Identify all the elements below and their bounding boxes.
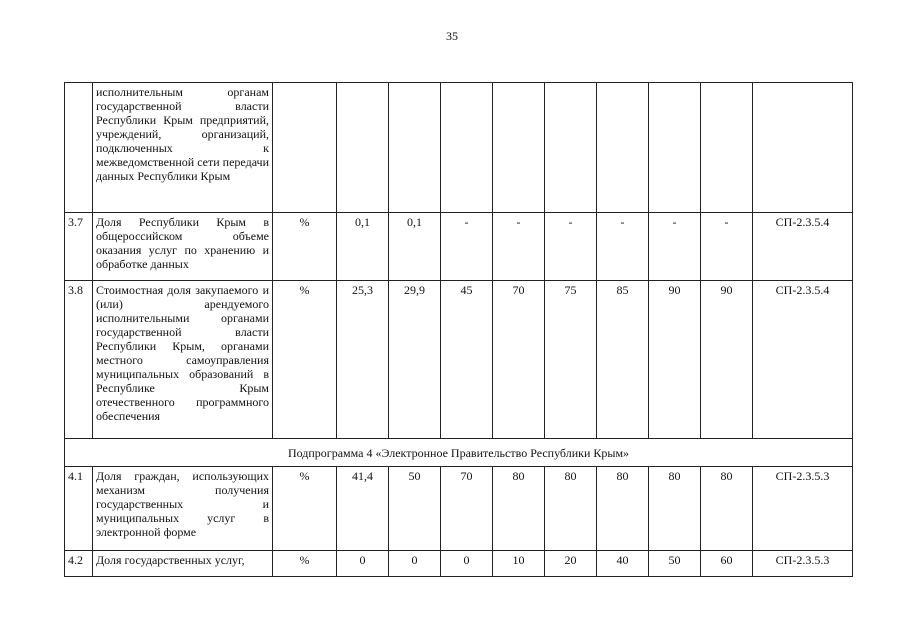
code-cell <box>753 83 853 213</box>
value-cell <box>545 83 597 213</box>
value-cell: 80 <box>649 467 701 551</box>
indicator-table <box>64 82 853 577</box>
value-cell: - <box>701 213 753 281</box>
value-cell: 70 <box>441 467 493 551</box>
subprogram-header-row <box>65 439 853 467</box>
code-cell: СП-2.3.5.3 <box>753 467 853 551</box>
value-cell: 40 <box>597 551 649 577</box>
table-row <box>65 213 853 281</box>
value-cell: 80 <box>493 467 545 551</box>
value-cell: 20 <box>545 551 597 577</box>
row-number: 3.7 <box>65 213 93 281</box>
value-cell: 50 <box>389 467 441 551</box>
unit-cell <box>273 83 337 213</box>
value-cell <box>493 83 545 213</box>
value-cell: 70 <box>493 281 545 439</box>
value-cell: 41,4 <box>337 467 389 551</box>
value-cell: 75 <box>545 281 597 439</box>
value-cell: 90 <box>701 281 753 439</box>
unit-cell: % <box>273 281 337 439</box>
value-cell: - <box>545 213 597 281</box>
table-row <box>65 83 853 213</box>
row-number: 4.2 <box>65 551 93 577</box>
indicator-name: Стоимостная доля закупаемого и (или) арендуемого исполнительными органами государственной власти Республики Крым, органами местного самоуправления муниципальных образований в Республике Крым отечественного программного обеспечения <box>93 281 273 439</box>
subprogram-title: Подпрограмма 4 «Электронное Правительство Республики Крым» <box>65 439 853 467</box>
value-cell <box>389 83 441 213</box>
value-cell: 45 <box>441 281 493 439</box>
value-cell <box>441 83 493 213</box>
indicator-name: Доля Республики Крым в общероссийском объеме оказания услуг по хранению и обработке данных <box>93 213 273 281</box>
value-cell: 29,9 <box>389 281 441 439</box>
value-cell <box>597 83 649 213</box>
code-cell: СП-2.3.5.4 <box>753 281 853 439</box>
row-number: 4.1 <box>65 467 93 551</box>
value-cell: 80 <box>597 467 649 551</box>
code-cell: СП-2.3.5.3 <box>753 551 853 577</box>
value-cell: 0 <box>441 551 493 577</box>
value-cell: 50 <box>649 551 701 577</box>
value-cell: - <box>441 213 493 281</box>
value-cell: 0,1 <box>389 213 441 281</box>
unit-cell: % <box>273 551 337 577</box>
indicator-name: исполнительным органам государственной власти Республики Крым предприятий, учреждений, организаций, подключенных к межведомственной сети передачи данных Республики Крым <box>93 83 273 213</box>
table-row <box>65 281 853 439</box>
value-cell: - <box>493 213 545 281</box>
code-cell: СП-2.3.5.4 <box>753 213 853 281</box>
value-cell: 10 <box>493 551 545 577</box>
page-number: 35 <box>446 29 458 43</box>
value-cell: - <box>597 213 649 281</box>
value-cell <box>701 83 753 213</box>
unit-cell: % <box>273 467 337 551</box>
indicator-name: Доля государственных услуг, <box>93 551 273 577</box>
value-cell: 80 <box>545 467 597 551</box>
value-cell: 0,1 <box>337 213 389 281</box>
value-cell <box>337 83 389 213</box>
value-cell: 0 <box>389 551 441 577</box>
value-cell <box>649 83 701 213</box>
table-row <box>65 551 853 577</box>
value-cell: 80 <box>701 467 753 551</box>
row-number: 3.8 <box>65 281 93 439</box>
value-cell: 25,3 <box>337 281 389 439</box>
value-cell: 60 <box>701 551 753 577</box>
unit-cell: % <box>273 213 337 281</box>
value-cell: 85 <box>597 281 649 439</box>
row-number <box>65 83 93 213</box>
value-cell: - <box>649 213 701 281</box>
value-cell: 90 <box>649 281 701 439</box>
table-row <box>65 467 853 551</box>
value-cell: 0 <box>337 551 389 577</box>
indicator-name: Доля граждан, использующих механизм получения государственных и муниципальных услуг в электронной форме <box>93 467 273 551</box>
